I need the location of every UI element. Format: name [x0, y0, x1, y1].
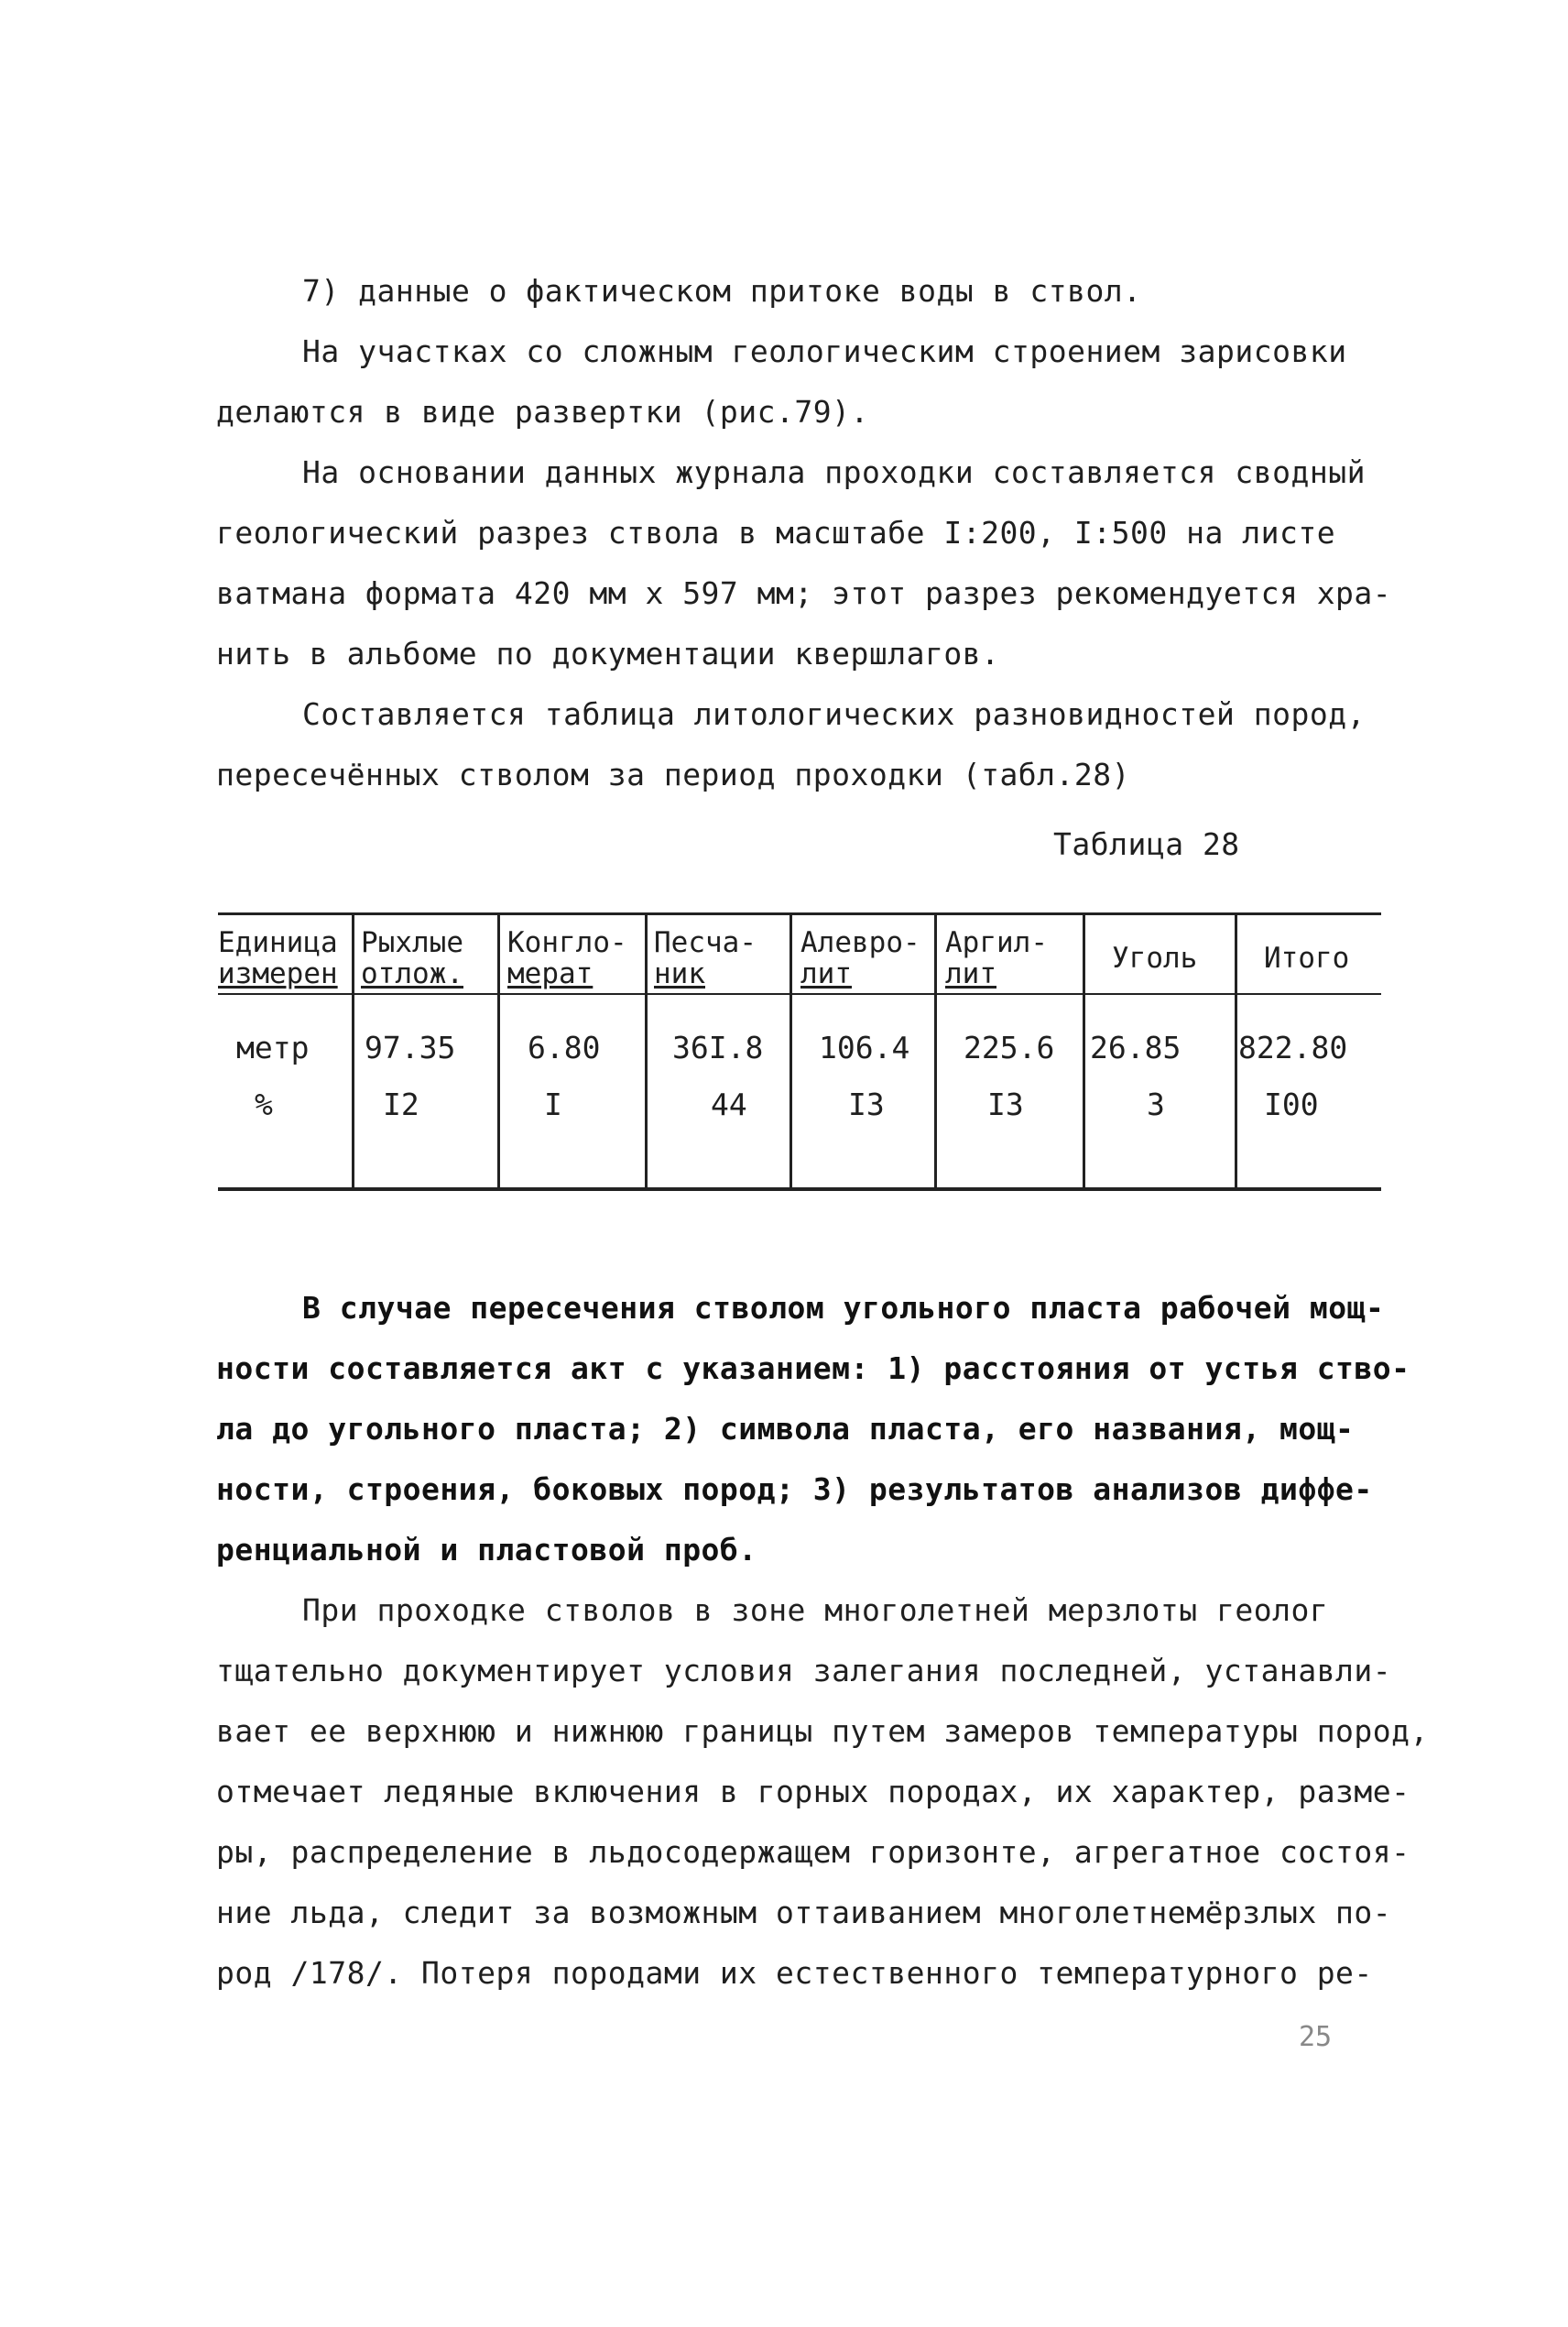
header-line: Песча- [654, 926, 757, 959]
text-line: ние льда, следит за возможным оттаиванием многолетнемёрзлых по- [216, 1895, 1392, 1930]
header-line: мерат [507, 957, 593, 990]
header-line: Аргил- [945, 926, 1048, 959]
text-line: Составляется таблица литологических разновидностей пород, [302, 696, 1366, 732]
text-line: На участках со сложным геологическим строением зарисовки [302, 333, 1347, 369]
table-cell: 225.6 [964, 1030, 1055, 1065]
text-line: ренциальной и пластовой проб. [216, 1532, 757, 1568]
table-top-rule [218, 912, 1381, 915]
text-line: ватмана формата 420 мм х 597 мм; этот разрез рекомендуется хра- [216, 575, 1392, 611]
table-header-total [1264, 943, 1349, 974]
table-cell: 26.85 [1090, 1030, 1181, 1065]
text-line: род /178/. Потеря породами их естественного температурного ре- [216, 1955, 1373, 1991]
text-line: ры, распределение в льдосодержащем горизонте, агрегатное состоя- [216, 1834, 1410, 1870]
header-line: Итого [1264, 942, 1350, 975]
table-header-siltstone [800, 927, 920, 989]
table-bottom-rule [218, 1187, 1381, 1191]
table-cell: I [544, 1087, 562, 1122]
table-caption: Таблица 28 [1053, 826, 1240, 862]
header-line: отлож. [361, 957, 463, 990]
lithology-table [218, 912, 1381, 1193]
text-line: При проходке стволов в зоне многолетней мерзлоты геолог [302, 1592, 1329, 1628]
table-header-unit [218, 927, 338, 989]
table-cell: 822.80 [1238, 1030, 1348, 1065]
text-line: нить в альбоме по документации квершлагов. [216, 636, 1000, 672]
table-cell: метр [236, 1030, 310, 1065]
table-header-coal [1112, 943, 1197, 974]
table-cell: 6.80 [528, 1030, 601, 1065]
text-line: ности составляется акт с указанием: 1) расстояния от устья ство- [216, 1350, 1410, 1386]
text-line: отмечает ледяные включения в горных породах, их характер, разме- [216, 1774, 1410, 1809]
text-line: пересечённых стволом за период проходки (табл.28) [216, 757, 1131, 792]
table-cell: 106.4 [819, 1030, 910, 1065]
header-line: лит [800, 957, 852, 990]
header-line: Единица [218, 926, 338, 959]
text-line: геологический разрез ствола в масштабе I:200, I:500 на листе [216, 515, 1336, 551]
table-header-argillite [945, 927, 1048, 989]
table-header-loose-deposits [361, 927, 463, 989]
table-header-conglomerate [507, 927, 627, 989]
table-column-rule [934, 912, 937, 1187]
table-cell: I2 [383, 1087, 419, 1122]
text-line: тщательно документирует условия залегания последней, устанавли- [216, 1653, 1392, 1688]
header-line: измерен [218, 957, 338, 990]
page-number: 25 [1299, 2021, 1333, 2053]
text-line: ности, строения, боковых пород; 3) результатов анализов диффе- [216, 1471, 1373, 1507]
text-line: На основании данных журнала проходки составляется сводный [302, 454, 1366, 490]
table-cell: I00 [1264, 1087, 1319, 1122]
table-column-rule [1083, 912, 1085, 1187]
header-line: Алевро- [800, 926, 920, 959]
table-column-rule [645, 912, 648, 1187]
table-header-rule [218, 993, 1381, 995]
text-line: делаются в виде развертки (рис.79). [216, 394, 869, 430]
table-header-sandstone [654, 927, 757, 989]
table-cell: 97.35 [365, 1030, 456, 1065]
header-line: лит [945, 957, 996, 990]
text-line: 7) данные о фактическом притоке воды в ствол. [302, 273, 1142, 309]
table-column-rule [789, 912, 792, 1187]
table-cell: I3 [848, 1087, 885, 1122]
table-cell: 3 [1147, 1087, 1165, 1122]
header-line: Уголь [1112, 942, 1198, 975]
header-line: Рыхлые [361, 926, 463, 959]
table-cell: % [255, 1087, 273, 1122]
table-column-rule [497, 912, 500, 1187]
text-line: В случае пересечения стволом угольного пласта рабочей мощ- [302, 1290, 1385, 1326]
header-line: Конгло- [507, 926, 627, 959]
table-cell: 44 [711, 1087, 747, 1122]
text-line: ла до угольного пласта; 2) символа пласта, его названия, мощ- [216, 1411, 1355, 1447]
text-line: вает ее верхнюю и нижнюю границы путем замеров температуры пород, [216, 1713, 1429, 1749]
header-line: ник [654, 957, 705, 990]
table-cell: I3 [987, 1087, 1024, 1122]
table-cell: 36I.8 [672, 1030, 764, 1065]
table-column-rule [352, 912, 354, 1187]
table-column-rule [1235, 912, 1237, 1187]
